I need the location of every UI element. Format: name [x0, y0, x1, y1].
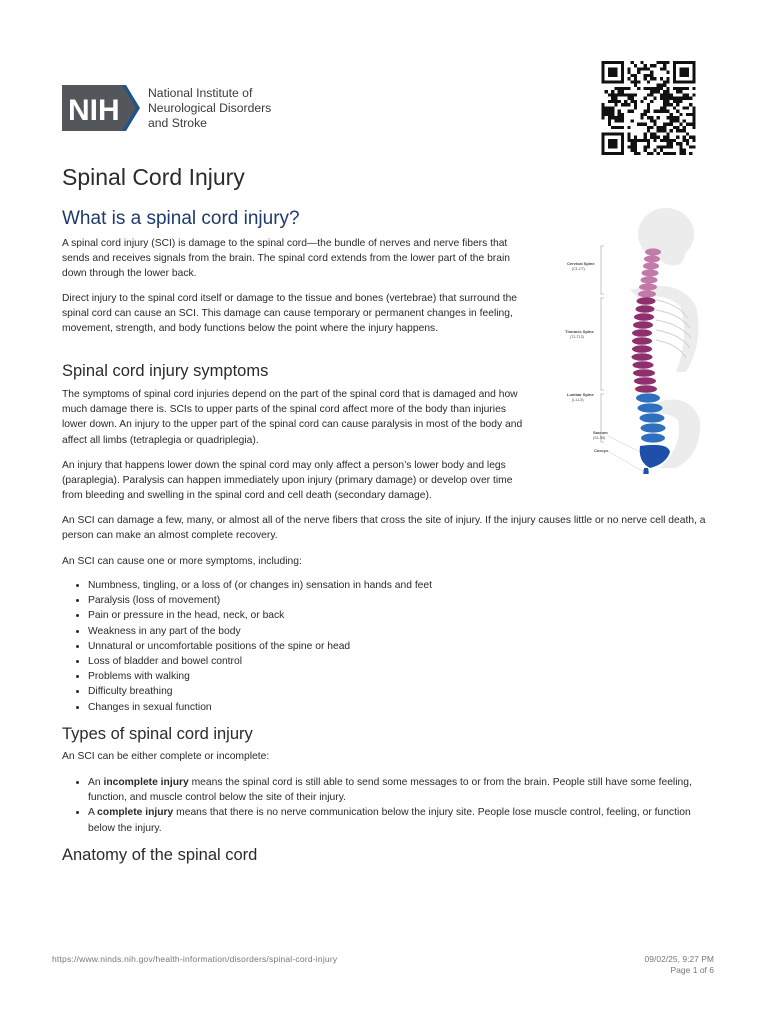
what-paragraph-1: A spinal cord injury (SCI) is damage to the spinal cord—the bundle of nerves and nerve fibers that sends and receives signals from the brain. The spinal cord extends from the lower part of the brain down through the lower back.	[62, 238, 510, 280]
footer-url: https://www.ninds.nih.gov/health-information/disorders/spinal-cord-injury	[52, 954, 338, 964]
symptoms-list	[62, 578, 712, 715]
footer-page-number: Page 1 of 6	[670, 965, 714, 975]
what-paragraph-2: Direct injury to the spinal cord itself or damage to the tissue and bones (vertebrae) that surround the spinal cord can cause an SCI. This damage can cause temporary or permanent changes in feeling, movement, strength, and body functions below the point where the injury happens.	[62, 293, 518, 335]
coccyx-shape	[643, 468, 648, 474]
institute-name	[148, 86, 271, 131]
incomplete-term: incomplete injury	[103, 777, 189, 788]
list-item: • Loss of bladder and bowel control	[88, 654, 712, 669]
region-brackets	[601, 246, 604, 442]
symptoms-paragraph-4: An SCI can cause one or more symptoms, including:	[62, 556, 302, 567]
cervical-label: Cervical Spine	[567, 261, 595, 266]
page-title: Spinal Cord Injury	[62, 164, 245, 190]
nih-logo-mark	[62, 83, 140, 133]
complete-description: means that there is no nerve communication below the injury site. People lose muscle control, feeling, or function below the injury.	[88, 807, 691, 834]
cervical-range: (C1-C7)	[572, 267, 585, 271]
heading-symptoms: Spinal cord injury symptoms	[62, 362, 269, 380]
list-item: • Problems with walking	[88, 669, 712, 684]
nih-header	[62, 82, 271, 134]
label-leader-lines	[608, 436, 644, 472]
list-item-complete	[88, 805, 712, 835]
list-item: • Paralysis (loss of movement)	[88, 593, 712, 608]
heading-anatomy: Anatomy of the spinal cord	[62, 846, 258, 864]
qr-code	[599, 61, 698, 155]
symptoms-paragraph-3: An SCI can damage a few, many, or almost all of the nerve fibers that cross the site of injury. If the injury causes little or no nerve cell death, a person can make an almost complete recovery.	[62, 515, 706, 542]
incomplete-description: means the spinal cord is still able to send some messages to or from the brain. People still have some feeling, function, and muscle control below the site of their injury.	[88, 777, 692, 804]
spine-diagram	[560, 206, 710, 474]
types-list	[62, 775, 712, 836]
types-intro: An SCI can be either complete or incomplete:	[62, 751, 270, 762]
thoracic-vertebrae	[632, 297, 658, 393]
coccyx-label: Coccyx	[594, 448, 609, 453]
list-item-incomplete	[88, 775, 712, 805]
lumbar-label: Lumbar Spine	[567, 392, 594, 397]
region-labels	[565, 261, 609, 453]
footer-meta	[645, 954, 714, 976]
footer-datetime: 09/02/25, 9:27 PM	[644, 954, 714, 964]
thoracic-label: Thoracic Spine	[565, 329, 594, 334]
list-item: • Pain or pressure in the head, neck, or back	[88, 608, 712, 623]
institute-line-3: and Stroke	[148, 115, 207, 130]
lumbar-vertebrae	[636, 393, 666, 442]
complete-prefix: A	[88, 807, 98, 819]
list-item: • Weakness in any part of the body	[88, 624, 712, 639]
symptoms-paragraph-2: An injury that happens lower down the spinal cord may only affect a person’s lower body and legs (paraplegia). Paralysis can happen immediately upon injury (primary damage) or develop over time from bleeding and swelling in the spinal cord and cell death (secondary damage).	[62, 460, 513, 502]
list-item: • Unnatural or uncomfortable positions of the spine or head	[88, 639, 712, 654]
sacrum-range: (S1-S5)	[593, 436, 606, 440]
heading-types: Types of spinal cord injury	[62, 725, 253, 743]
symptoms-paragraph-1: The symptoms of spinal cord injuries depend on the part of the spinal cord that is damaged and how much damage there is. SCIs to upper parts of the spinal cord affect more of the body than injuries lower down. An injury to the upper part of the spinal cord can cause paralysis in most of the body and affect all limbs (tetraplegia or quadriplegia).	[62, 389, 523, 446]
thoracic-range: (T1-T12)	[570, 335, 584, 339]
incomplete-prefix: An	[88, 777, 104, 788]
list-item: • Numbness, tingling, or a loss of (or changes in) sensation in hands and feet	[88, 578, 712, 593]
nih-logo	[62, 83, 271, 133]
sacrum-label: Sacrum	[593, 430, 608, 435]
list-item: • Changes in sexual function	[88, 700, 712, 715]
list-item: • Difficulty breathing	[88, 684, 712, 699]
institute-line-2: Neurological Disorders	[148, 100, 272, 115]
lumbar-range: (L1-L5)	[572, 398, 584, 402]
qr-modules	[602, 61, 696, 155]
complete-term: complete injury	[97, 807, 174, 819]
nih-logo-text: NIH	[68, 94, 120, 127]
institute-line-1: National Institute of	[148, 85, 253, 100]
heading-what-is-sci: What is a spinal cord injury?	[62, 208, 300, 229]
